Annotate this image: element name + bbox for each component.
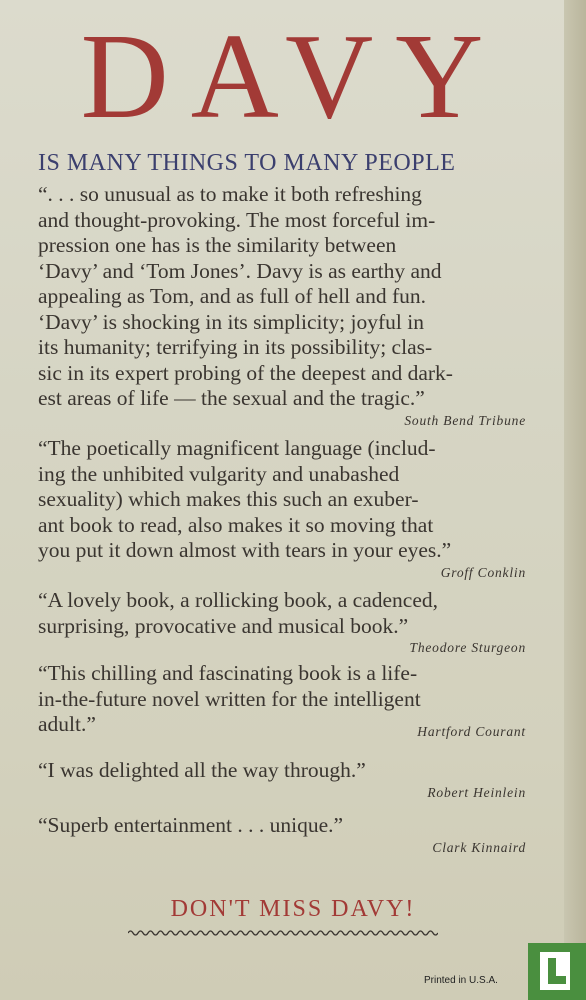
quote-line: “Superb entertainment . . . unique.” (38, 813, 344, 837)
review-quote (38, 182, 526, 429)
review-quote (38, 661, 526, 738)
quote-line: ing the unhibited vulgarity and unabashed (38, 461, 400, 486)
review-quote (38, 813, 526, 856)
quote-text (38, 588, 526, 639)
review-quote (38, 758, 526, 801)
quote-text (38, 813, 526, 839)
quote-line: adult.” (38, 712, 96, 736)
quote-line: in-the-future novel written for the intelligent (38, 686, 421, 711)
quote-source: Theodore Sturgeon (409, 640, 526, 655)
book-title: DAVY (80, 9, 506, 144)
call-to-action: DON'T MISS DAVY! (170, 896, 416, 922)
quote-line: “I was delighted all the way through.” (38, 758, 366, 782)
quote-text (38, 661, 526, 738)
quote-source: Robert Heinlein (427, 784, 526, 800)
book-spine-edge (564, 0, 586, 1000)
quote-source: Clark Kinnaird (432, 839, 526, 855)
quote-line: ‘Davy’ is shocking in its simplicity; joyful in (38, 309, 424, 334)
lastdodo-logo-icon (528, 943, 586, 1000)
quote-source: Groff Conklin (440, 564, 526, 580)
quote-line: appealing as Tom, and as full of hell and fun. (38, 284, 426, 308)
quote-text (38, 758, 526, 784)
quote-line: surprising, provocative and musical book.” (38, 613, 409, 638)
quote-line: “A lovely book, a rollicking book, a cadenced, (38, 588, 439, 612)
quote-line: pression one has is the similarity between (38, 233, 397, 257)
quote-line: ‘Davy’ and ‘Tom Jones’. Davy is as earthy and (38, 258, 442, 283)
quote-line: ant book to read, also makes it so moving that (38, 512, 434, 537)
quote-line: est areas of life — the sexual and the tragic.” (38, 386, 425, 410)
quote-line: “The poetically magnificent language (includ- (38, 436, 436, 460)
quote-text (38, 182, 526, 412)
quote-line: “This chilling and fascinating book is a life- (38, 661, 418, 685)
quote-line: and thought-provoking. The most forceful im- (38, 207, 436, 232)
quote-source: Hartford Courant (417, 724, 526, 739)
review-quote (38, 436, 526, 581)
quote-source: South Bend Tribune (404, 412, 526, 428)
quote-line: you put it down almost with tears in your eyes.” (38, 538, 452, 562)
quote-line: sexuality) which makes this such an exuber- (38, 487, 419, 511)
quote-line: “. . . so unusual as to make it both refreshing (38, 182, 422, 206)
printed-in-label: Printed in U.S.A. (424, 975, 498, 986)
decorative-squiggle-divider (128, 928, 438, 938)
review-quote (38, 588, 526, 656)
quote-line: sic in its expert probing of the deepest and dark- (38, 360, 453, 385)
quote-text (38, 436, 526, 564)
book-subtitle: IS MANY THINGS TO MANY PEOPLE (38, 150, 456, 176)
quote-line: its humanity; terrifying in its possibility; clas- (38, 335, 433, 359)
logo-letter-foot (548, 976, 566, 984)
